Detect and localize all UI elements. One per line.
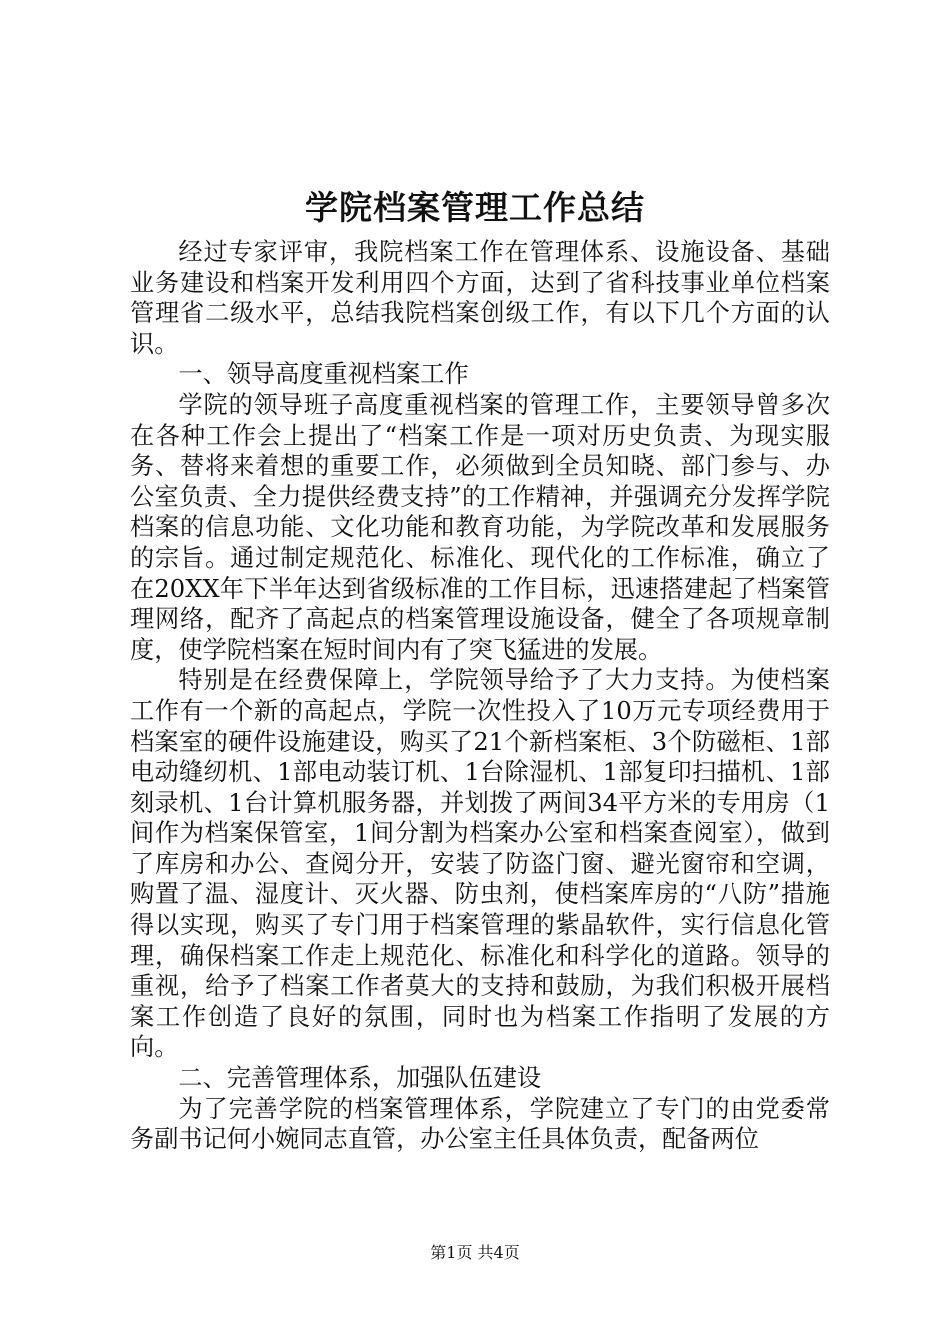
paragraph-funding: 特别是在经费保障上，学院领导给予了大力支持。为使档案工作有一个新的高起点，学院一次性投入了10万元专项经费用于档案室的硬件设施建设，购买了21个新档案柜、3个防磁柜、1部电动缝纫机、1部电动装订机、1台除湿机、1部复印扫描机、1部刻录机、1台计算机服务器，并划拨了两间34平方米的专用房（1间作为档案保管室，1间分割为档案办公室和档案查阅室），做到了库房和办公、查阅分开，安装了防盗门窗、避光窗帘和空调，购置了温、湿度计、灭火器、防虫剂，使档案库房的“八防”措施得以实现，购买了专门用于档案管理的紫晶软件，实行信息化管理，确保档案工作走上规范化、标准化和科学化的道路。领导的重视，给予了档案工作者莫大的支持和鼓励，为我们积极开展档案工作创造了良好的氛围，同时也为档案工作指明了发展的方向。 [130,666,830,1062]
paragraph-leadership: 学院的领导班子高度重视档案的管理工作，主要领导曾多次在各种工作会上提出了“档案工作是一项对历史负责、为现实服务、替将来着想的重要工作，必须做到全员知晓、部门参与、办公室负责、全力提供经费支持”的工作精神，并强调充分发挥学院档案的信息功能、文化功能和教育功能，为学院改革和发展服务的宗旨。通过制定规范化、标准化、现代化的工作标准，确立了在20XX年下半年达到省级标准的工作目标，迅速搭建起了档案管理网络，配齐了高起点的档案管理设施设备，健全了各项规章制度，使学院档案在短时间内有了突飞猛进的发展。 [130,390,830,664]
document-title: 学院档案管理工作总结 [305,188,645,227]
paragraph-intro: 经过专家评审，我院档案工作在管理体系、设施设备、基础业务建设和档案开发利用四个方面，达到了省科技事业单位档案管理省二级水平，总结我院档案创级工作，有以下几个方面的认识。 [130,238,830,358]
page-footer: 第1页 共4页 [430,1243,520,1262]
section-heading-2: 二、完善管理体系，加强队伍建设 [178,1064,542,1093]
document-body [130,237,830,1155]
paragraph-management-system: 为了完善学院的档案管理体系，学院建立了专门的由党委常务副书记何小婉同志直管，办公室主任具体负责，配备两位 [130,1094,830,1154]
section-heading-1: 一、领导高度重视档案工作 [178,360,469,389]
